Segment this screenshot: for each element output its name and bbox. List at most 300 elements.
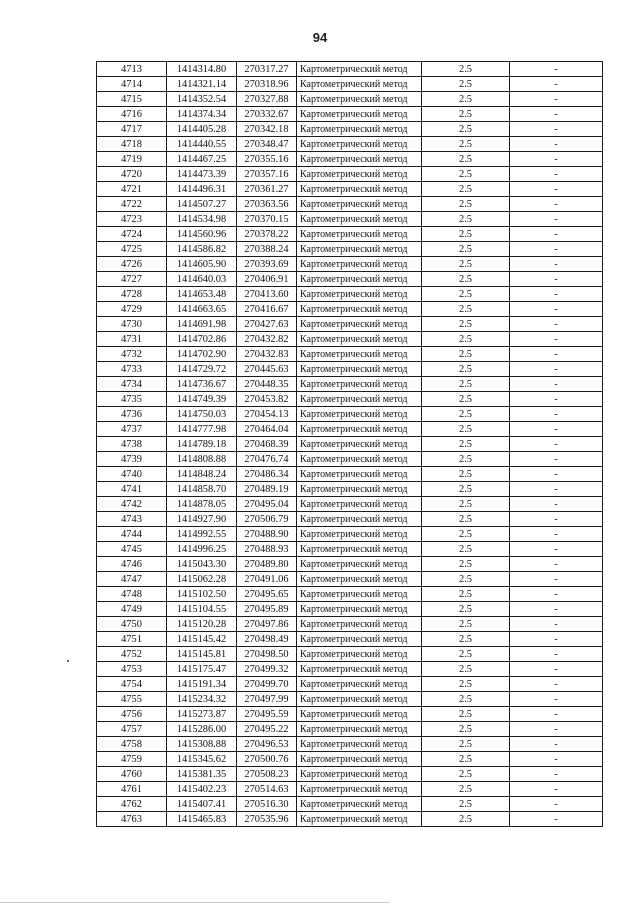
x-coordinate-cell: 1414992.55 <box>167 527 237 542</box>
table-row <box>97 467 603 482</box>
table-row <box>97 167 603 182</box>
coordinates-table-body <box>97 62 603 827</box>
note-cell: - <box>510 707 603 722</box>
x-coordinate-cell: 1415043.30 <box>167 557 237 572</box>
point-number-cell: 4755 <box>97 692 167 707</box>
method-cell: Картометрический метод <box>297 437 422 452</box>
y-coordinate-cell: 270495.89 <box>237 602 297 617</box>
accuracy-cell: 2.5 <box>422 482 510 497</box>
method-cell: Картометрический метод <box>297 812 422 827</box>
accuracy-cell: 2.5 <box>422 497 510 512</box>
accuracy-cell: 2.5 <box>422 392 510 407</box>
method-cell: Картометрический метод <box>297 632 422 647</box>
point-number-cell: 4722 <box>97 197 167 212</box>
accuracy-cell: 2.5 <box>422 107 510 122</box>
y-coordinate-cell: 270516.30 <box>237 797 297 812</box>
y-coordinate-cell: 270332.67 <box>237 107 297 122</box>
table-row <box>97 197 603 212</box>
method-cell: Картометрический метод <box>297 617 422 632</box>
x-coordinate-cell: 1415062.28 <box>167 572 237 587</box>
note-cell: - <box>510 752 603 767</box>
table-row <box>97 317 603 332</box>
method-cell: Картометрический метод <box>297 332 422 347</box>
note-cell: - <box>510 662 603 677</box>
table-row <box>97 92 603 107</box>
x-coordinate-cell: 1415345.62 <box>167 752 237 767</box>
accuracy-cell: 2.5 <box>422 737 510 752</box>
x-coordinate-cell: 1415191.34 <box>167 677 237 692</box>
x-coordinate-cell: 1415102.50 <box>167 587 237 602</box>
x-coordinate-cell: 1414321.14 <box>167 77 237 92</box>
note-cell: - <box>510 512 603 527</box>
table-row <box>97 407 603 422</box>
table-row <box>97 482 603 497</box>
accuracy-cell: 2.5 <box>422 197 510 212</box>
y-coordinate-cell: 270427.63 <box>237 317 297 332</box>
accuracy-cell: 2.5 <box>422 797 510 812</box>
note-cell: - <box>510 377 603 392</box>
accuracy-cell: 2.5 <box>422 332 510 347</box>
note-cell: - <box>510 152 603 167</box>
table-row <box>97 512 603 527</box>
x-coordinate-cell: 1414314.80 <box>167 62 237 77</box>
y-coordinate-cell: 270514.63 <box>237 782 297 797</box>
note-cell: - <box>510 257 603 272</box>
x-coordinate-cell: 1414534.98 <box>167 212 237 227</box>
note-cell: - <box>510 347 603 362</box>
note-cell: - <box>510 497 603 512</box>
note-cell: - <box>510 122 603 137</box>
table-row <box>97 602 603 617</box>
note-cell: - <box>510 197 603 212</box>
accuracy-cell: 2.5 <box>422 602 510 617</box>
method-cell: Картометрический метод <box>297 272 422 287</box>
x-coordinate-cell: 1414473.39 <box>167 167 237 182</box>
note-cell: - <box>510 287 603 302</box>
x-coordinate-cell: 1415234.32 <box>167 692 237 707</box>
y-coordinate-cell: 270432.82 <box>237 332 297 347</box>
accuracy-cell: 2.5 <box>422 587 510 602</box>
accuracy-cell: 2.5 <box>422 182 510 197</box>
note-cell: - <box>510 92 603 107</box>
point-number-cell: 4717 <box>97 122 167 137</box>
point-number-cell: 4720 <box>97 167 167 182</box>
y-coordinate-cell: 270464.04 <box>237 422 297 437</box>
y-coordinate-cell: 270499.32 <box>237 662 297 677</box>
method-cell: Картометрический метод <box>297 407 422 422</box>
x-coordinate-cell: 1415120.28 <box>167 617 237 632</box>
method-cell: Картометрический метод <box>297 212 422 227</box>
x-coordinate-cell: 1415145.42 <box>167 632 237 647</box>
accuracy-cell: 2.5 <box>422 77 510 92</box>
y-coordinate-cell: 270535.96 <box>237 812 297 827</box>
note-cell: - <box>510 602 603 617</box>
x-coordinate-cell: 1415407.41 <box>167 797 237 812</box>
x-coordinate-cell: 1415104.55 <box>167 602 237 617</box>
point-number-cell: 4750 <box>97 617 167 632</box>
note-cell: - <box>510 797 603 812</box>
point-number-cell: 4735 <box>97 392 167 407</box>
accuracy-cell: 2.5 <box>422 92 510 107</box>
method-cell: Картометрический метод <box>297 662 422 677</box>
note-cell: - <box>510 587 603 602</box>
method-cell: Картометрический метод <box>297 137 422 152</box>
table-row <box>97 422 603 437</box>
table-row <box>97 737 603 752</box>
accuracy-cell: 2.5 <box>422 137 510 152</box>
table-row <box>97 272 603 287</box>
point-number-cell: 4730 <box>97 317 167 332</box>
y-coordinate-cell: 270497.86 <box>237 617 297 632</box>
table-row <box>97 62 603 77</box>
note-cell: - <box>510 812 603 827</box>
x-coordinate-cell: 1414496.31 <box>167 182 237 197</box>
y-coordinate-cell: 270348.47 <box>237 137 297 152</box>
accuracy-cell: 2.5 <box>422 212 510 227</box>
method-cell: Картометрический метод <box>297 362 422 377</box>
table-row <box>97 227 603 242</box>
table-row <box>97 767 603 782</box>
method-cell: Картометрический метод <box>297 482 422 497</box>
point-number-cell: 4759 <box>97 752 167 767</box>
point-number-cell: 4762 <box>97 797 167 812</box>
table-row <box>97 362 603 377</box>
x-coordinate-cell: 1415273.87 <box>167 707 237 722</box>
y-coordinate-cell: 270357.16 <box>237 167 297 182</box>
note-cell: - <box>510 242 603 257</box>
method-cell: Картометрический метод <box>297 602 422 617</box>
note-cell: - <box>510 557 603 572</box>
point-number-cell: 4737 <box>97 422 167 437</box>
y-coordinate-cell: 270497.99 <box>237 692 297 707</box>
point-number-cell: 4743 <box>97 512 167 527</box>
point-number-cell: 4748 <box>97 587 167 602</box>
x-coordinate-cell: 1414352.54 <box>167 92 237 107</box>
y-coordinate-cell: 270453.82 <box>237 392 297 407</box>
method-cell: Картометрический метод <box>297 722 422 737</box>
y-coordinate-cell: 270491.06 <box>237 572 297 587</box>
note-cell: - <box>510 737 603 752</box>
accuracy-cell: 2.5 <box>422 377 510 392</box>
note-cell: - <box>510 407 603 422</box>
table-row <box>97 122 603 137</box>
note-cell: - <box>510 167 603 182</box>
table-row <box>97 257 603 272</box>
accuracy-cell: 2.5 <box>422 512 510 527</box>
accuracy-cell: 2.5 <box>422 362 510 377</box>
y-coordinate-cell: 270498.50 <box>237 647 297 662</box>
point-number-cell: 4733 <box>97 362 167 377</box>
accuracy-cell: 2.5 <box>422 62 510 77</box>
scan-mark <box>67 660 69 662</box>
table-row <box>97 662 603 677</box>
table-row <box>97 242 603 257</box>
y-coordinate-cell: 270445.63 <box>237 362 297 377</box>
x-coordinate-cell: 1414507.27 <box>167 197 237 212</box>
y-coordinate-cell: 270317.27 <box>237 62 297 77</box>
y-coordinate-cell: 270499.70 <box>237 677 297 692</box>
x-coordinate-cell: 1414653.48 <box>167 287 237 302</box>
method-cell: Картометрический метод <box>297 647 422 662</box>
point-number-cell: 4714 <box>97 77 167 92</box>
point-number-cell: 4718 <box>97 137 167 152</box>
y-coordinate-cell: 270498.49 <box>237 632 297 647</box>
note-cell: - <box>510 437 603 452</box>
point-number-cell: 4738 <box>97 437 167 452</box>
point-number-cell: 4749 <box>97 602 167 617</box>
point-number-cell: 4715 <box>97 92 167 107</box>
x-coordinate-cell: 1415402.23 <box>167 782 237 797</box>
x-coordinate-cell: 1415465.83 <box>167 812 237 827</box>
point-number-cell: 4732 <box>97 347 167 362</box>
y-coordinate-cell: 270393.69 <box>237 257 297 272</box>
table-row <box>97 677 603 692</box>
method-cell: Картометрический метод <box>297 122 422 137</box>
accuracy-cell: 2.5 <box>422 767 510 782</box>
method-cell: Картометрический метод <box>297 692 422 707</box>
x-coordinate-cell: 1414374.34 <box>167 107 237 122</box>
note-cell: - <box>510 332 603 347</box>
y-coordinate-cell: 270496.53 <box>237 737 297 752</box>
x-coordinate-cell: 1414749.39 <box>167 392 237 407</box>
note-cell: - <box>510 392 603 407</box>
point-number-cell: 4757 <box>97 722 167 737</box>
method-cell: Картометрический метод <box>297 557 422 572</box>
table-row <box>97 287 603 302</box>
accuracy-cell: 2.5 <box>422 782 510 797</box>
x-coordinate-cell: 1414691.98 <box>167 317 237 332</box>
x-coordinate-cell: 1414702.90 <box>167 347 237 362</box>
x-coordinate-cell: 1414729.72 <box>167 362 237 377</box>
method-cell: Картометрический метод <box>297 752 422 767</box>
note-cell: - <box>510 572 603 587</box>
y-coordinate-cell: 270413.60 <box>237 287 297 302</box>
point-number-cell: 4763 <box>97 812 167 827</box>
x-coordinate-cell: 1414789.18 <box>167 437 237 452</box>
x-coordinate-cell: 1414858.70 <box>167 482 237 497</box>
y-coordinate-cell: 270454.13 <box>237 407 297 422</box>
accuracy-cell: 2.5 <box>422 257 510 272</box>
accuracy-cell: 2.5 <box>422 527 510 542</box>
accuracy-cell: 2.5 <box>422 647 510 662</box>
point-number-cell: 4726 <box>97 257 167 272</box>
note-cell: - <box>510 527 603 542</box>
accuracy-cell: 2.5 <box>422 452 510 467</box>
method-cell: Картометрический метод <box>297 782 422 797</box>
accuracy-cell: 2.5 <box>422 152 510 167</box>
accuracy-cell: 2.5 <box>422 617 510 632</box>
method-cell: Картометрический метод <box>297 197 422 212</box>
y-coordinate-cell: 270406.91 <box>237 272 297 287</box>
y-coordinate-cell: 270327.88 <box>237 92 297 107</box>
accuracy-cell: 2.5 <box>422 227 510 242</box>
y-coordinate-cell: 270378.22 <box>237 227 297 242</box>
method-cell: Картометрический метод <box>297 167 422 182</box>
method-cell: Картометрический метод <box>297 587 422 602</box>
point-number-cell: 4731 <box>97 332 167 347</box>
method-cell: Картометрический метод <box>297 452 422 467</box>
y-coordinate-cell: 270488.93 <box>237 542 297 557</box>
table-row <box>97 332 603 347</box>
y-coordinate-cell: 270476.74 <box>237 452 297 467</box>
y-coordinate-cell: 270486.34 <box>237 467 297 482</box>
point-number-cell: 4728 <box>97 287 167 302</box>
table-row <box>97 347 603 362</box>
table-row <box>97 182 603 197</box>
y-coordinate-cell: 270495.65 <box>237 587 297 602</box>
method-cell: Картометрический метод <box>297 92 422 107</box>
table-row <box>97 587 603 602</box>
note-cell: - <box>510 302 603 317</box>
x-coordinate-cell: 1414663.65 <box>167 302 237 317</box>
point-number-cell: 4740 <box>97 467 167 482</box>
note-cell: - <box>510 452 603 467</box>
x-coordinate-cell: 1415286.00 <box>167 722 237 737</box>
table-row <box>97 302 603 317</box>
x-coordinate-cell: 1414927.90 <box>167 512 237 527</box>
note-cell: - <box>510 137 603 152</box>
coordinates-table <box>96 61 603 827</box>
y-coordinate-cell: 270489.19 <box>237 482 297 497</box>
x-coordinate-cell: 1414440.55 <box>167 137 237 152</box>
table-row <box>97 812 603 827</box>
point-number-cell: 4747 <box>97 572 167 587</box>
point-number-cell: 4734 <box>97 377 167 392</box>
point-number-cell: 4760 <box>97 767 167 782</box>
note-cell: - <box>510 617 603 632</box>
table-row <box>97 557 603 572</box>
x-coordinate-cell: 1415145.81 <box>167 647 237 662</box>
point-number-cell: 4742 <box>97 497 167 512</box>
table-row <box>97 647 603 662</box>
note-cell: - <box>510 677 603 692</box>
y-coordinate-cell: 270388.24 <box>237 242 297 257</box>
note-cell: - <box>510 227 603 242</box>
accuracy-cell: 2.5 <box>422 347 510 362</box>
note-cell: - <box>510 482 603 497</box>
method-cell: Картометрический метод <box>297 542 422 557</box>
point-number-cell: 4723 <box>97 212 167 227</box>
y-coordinate-cell: 270370.15 <box>237 212 297 227</box>
note-cell: - <box>510 212 603 227</box>
bottom-rule <box>0 902 390 903</box>
table-row <box>97 392 603 407</box>
x-coordinate-cell: 1414848.24 <box>167 467 237 482</box>
y-coordinate-cell: 270488.90 <box>237 527 297 542</box>
accuracy-cell: 2.5 <box>422 632 510 647</box>
note-cell: - <box>510 782 603 797</box>
method-cell: Картометрический метод <box>297 302 422 317</box>
y-coordinate-cell: 270495.04 <box>237 497 297 512</box>
x-coordinate-cell: 1414640.03 <box>167 272 237 287</box>
method-cell: Картометрический метод <box>297 317 422 332</box>
point-number-cell: 4724 <box>97 227 167 242</box>
method-cell: Картометрический метод <box>297 467 422 482</box>
y-coordinate-cell: 270355.16 <box>237 152 297 167</box>
method-cell: Картометрический метод <box>297 497 422 512</box>
x-coordinate-cell: 1415381.35 <box>167 767 237 782</box>
note-cell: - <box>510 107 603 122</box>
method-cell: Картометрический метод <box>297 677 422 692</box>
accuracy-cell: 2.5 <box>422 752 510 767</box>
y-coordinate-cell: 270508.23 <box>237 767 297 782</box>
method-cell: Картометрический метод <box>297 287 422 302</box>
accuracy-cell: 2.5 <box>422 422 510 437</box>
x-coordinate-cell: 1415308.88 <box>167 737 237 752</box>
x-coordinate-cell: 1414808.88 <box>167 452 237 467</box>
table-row <box>97 797 603 812</box>
accuracy-cell: 2.5 <box>422 272 510 287</box>
note-cell: - <box>510 182 603 197</box>
point-number-cell: 4751 <box>97 632 167 647</box>
point-number-cell: 4721 <box>97 182 167 197</box>
x-coordinate-cell: 1414702.86 <box>167 332 237 347</box>
table-row <box>97 722 603 737</box>
note-cell: - <box>510 542 603 557</box>
accuracy-cell: 2.5 <box>422 677 510 692</box>
method-cell: Картометрический метод <box>297 707 422 722</box>
point-number-cell: 4752 <box>97 647 167 662</box>
point-number-cell: 4729 <box>97 302 167 317</box>
y-coordinate-cell: 270448.35 <box>237 377 297 392</box>
y-coordinate-cell: 270416.67 <box>237 302 297 317</box>
y-coordinate-cell: 270342.18 <box>237 122 297 137</box>
table-row <box>97 107 603 122</box>
note-cell: - <box>510 632 603 647</box>
x-coordinate-cell: 1414586.82 <box>167 242 237 257</box>
accuracy-cell: 2.5 <box>422 467 510 482</box>
x-coordinate-cell: 1414560.96 <box>167 227 237 242</box>
accuracy-cell: 2.5 <box>422 557 510 572</box>
accuracy-cell: 2.5 <box>422 812 510 827</box>
point-number-cell: 4727 <box>97 272 167 287</box>
method-cell: Картометрический метод <box>297 347 422 362</box>
y-coordinate-cell: 270432.83 <box>237 347 297 362</box>
table-row <box>97 542 603 557</box>
y-coordinate-cell: 270495.59 <box>237 707 297 722</box>
table-row <box>97 77 603 92</box>
note-cell: - <box>510 467 603 482</box>
table-row <box>97 572 603 587</box>
x-coordinate-cell: 1414750.03 <box>167 407 237 422</box>
table-row <box>97 437 603 452</box>
x-coordinate-cell: 1414467.25 <box>167 152 237 167</box>
point-number-cell: 4758 <box>97 737 167 752</box>
method-cell: Картометрический метод <box>297 152 422 167</box>
y-coordinate-cell: 270363.56 <box>237 197 297 212</box>
table-row <box>97 212 603 227</box>
accuracy-cell: 2.5 <box>422 437 510 452</box>
table-row <box>97 692 603 707</box>
table-row <box>97 782 603 797</box>
point-number-cell: 4725 <box>97 242 167 257</box>
table-row <box>97 377 603 392</box>
point-number-cell: 4744 <box>97 527 167 542</box>
note-cell: - <box>510 422 603 437</box>
method-cell: Картометрический метод <box>297 422 422 437</box>
accuracy-cell: 2.5 <box>422 662 510 677</box>
point-number-cell: 4739 <box>97 452 167 467</box>
y-coordinate-cell: 270500.76 <box>237 752 297 767</box>
accuracy-cell: 2.5 <box>422 542 510 557</box>
y-coordinate-cell: 270318.96 <box>237 77 297 92</box>
table-row <box>97 707 603 722</box>
accuracy-cell: 2.5 <box>422 317 510 332</box>
note-cell: - <box>510 77 603 92</box>
method-cell: Картометрический метод <box>297 242 422 257</box>
y-coordinate-cell: 270506.79 <box>237 512 297 527</box>
method-cell: Картометрический метод <box>297 767 422 782</box>
